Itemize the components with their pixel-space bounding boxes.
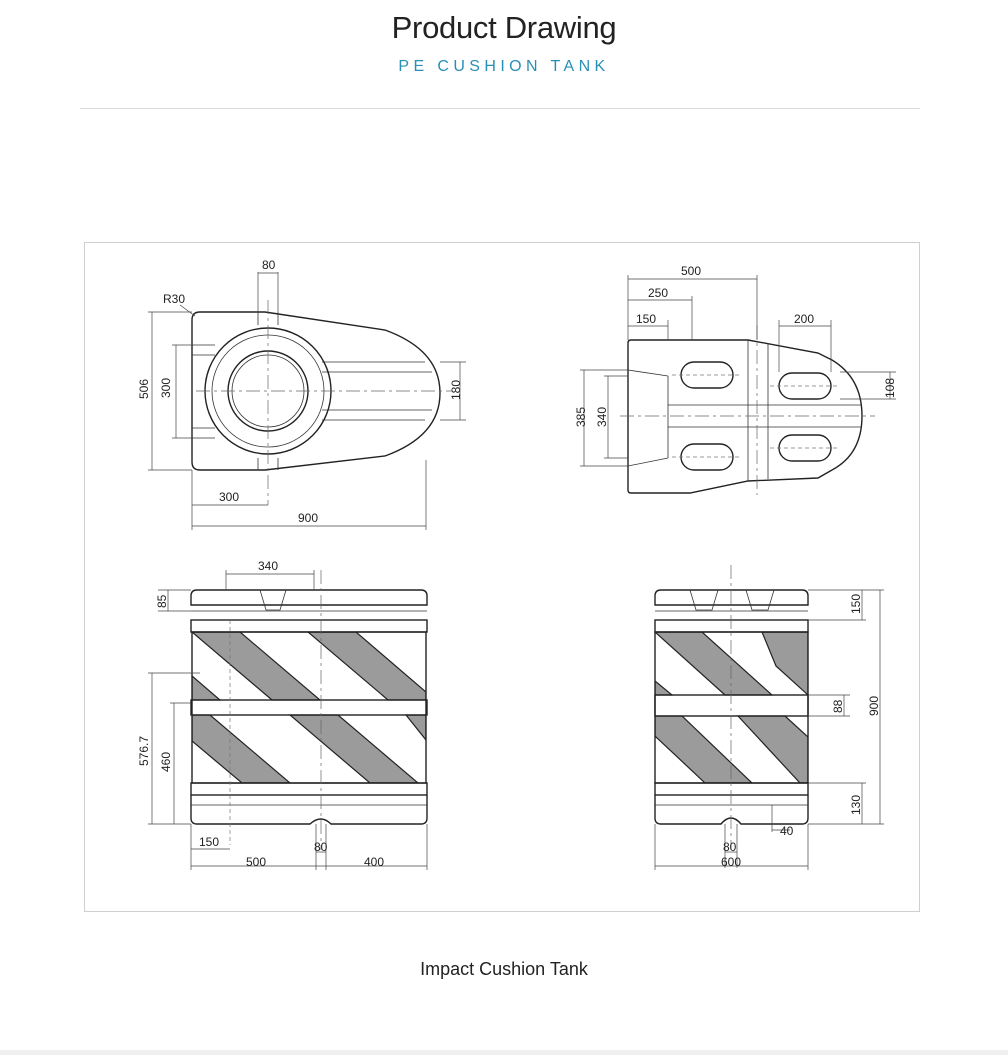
- dim-300-horizontal: 300: [219, 490, 240, 504]
- dim-180: 180: [449, 379, 463, 400]
- dim-80-front: 80: [723, 840, 737, 854]
- dim-88: 88: [831, 699, 845, 713]
- side-view: [137, 559, 427, 870]
- dim-85: 85: [155, 594, 169, 608]
- dim-506: 506: [137, 378, 151, 399]
- bottom-view: [574, 264, 897, 495]
- dim-576-7: 576.7: [137, 735, 151, 766]
- dim-130: 130: [849, 794, 863, 815]
- dim-900-top: 900: [298, 511, 319, 525]
- dim-900-front: 900: [867, 695, 881, 716]
- dim-460: 460: [159, 751, 173, 772]
- dim-340-side: 340: [258, 559, 279, 573]
- dim-150-bottom: 150: [636, 312, 657, 326]
- dim-400: 400: [364, 855, 385, 869]
- dim-250: 250: [648, 286, 669, 300]
- dim-600: 600: [721, 855, 742, 869]
- dim-80-top: 80: [262, 258, 276, 272]
- dim-200: 200: [794, 312, 815, 326]
- dim-40: 40: [780, 824, 794, 838]
- dim-340-bottom: 340: [595, 406, 609, 427]
- dim-500-bottom: 500: [681, 264, 702, 278]
- drawing-caption: Impact Cushion Tank: [420, 959, 588, 979]
- dim-300-vertical: 300: [159, 377, 173, 398]
- page-title: Product Drawing: [391, 10, 617, 45]
- dim-500-side: 500: [246, 855, 267, 869]
- dim-385: 385: [574, 406, 588, 427]
- dim-80-side: 80: [314, 840, 328, 854]
- dim-r30: R30: [163, 292, 186, 306]
- dim-108: 108: [883, 377, 897, 398]
- top-view: [137, 258, 466, 530]
- bottom-rule: [0, 1050, 1008, 1055]
- front-view: [655, 565, 884, 870]
- page-subtitle: PE CUSHION TANK: [398, 58, 610, 75]
- dim-150-side: 150: [199, 835, 220, 849]
- dim-150-front: 150: [849, 593, 863, 614]
